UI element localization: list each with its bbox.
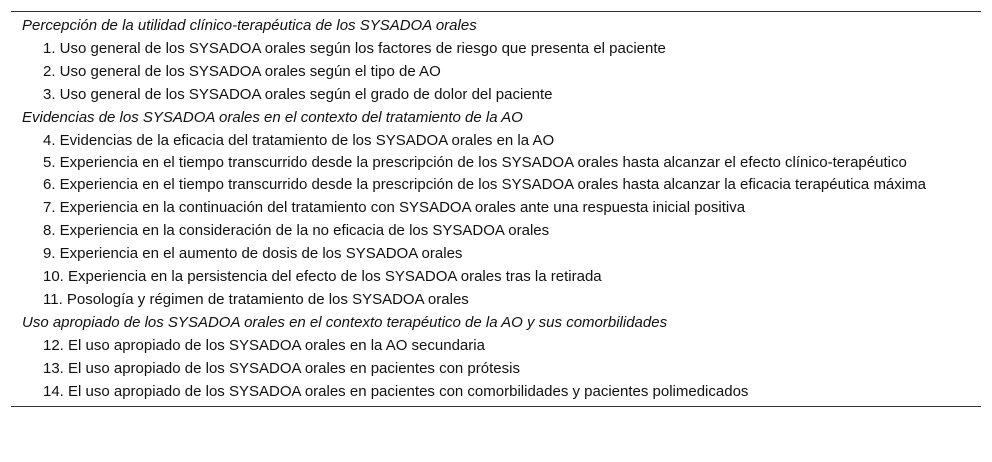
list-item: 6. Experiencia en el tiempo transcurrido desde la prescripción de los SYSADOA orales hasta alcanzar la eficacia terapéutica máxima <box>43 176 926 193</box>
list-item: 13. El uso apropiado de los SYSADOA orales en pacientes con prótesis <box>43 360 520 377</box>
list-item: 3. Uso general de los SYSADOA orales según el grado de dolor del paciente <box>43 86 553 103</box>
list-item: 9. Experiencia en el aumento de dosis de los SYSADOA orales <box>43 245 463 262</box>
list-item: 4. Evidencias de la eficacia del tratamiento de los SYSADOA orales en la AO <box>43 132 555 149</box>
list-item: 8. Experiencia en la consideración de la no eficacia de los SYSADOA orales <box>43 222 550 239</box>
list-item: 2. Uso general de los SYSADOA orales según el tipo de AO <box>43 63 441 80</box>
list-item: 7. Experiencia en la continuación del tratamiento con SYSADOA orales ante una respuesta inicial positiva <box>43 199 746 216</box>
section-title: Evidencias de los SYSADOA orales en el contexto del tratamiento de la AO <box>22 109 523 126</box>
list-item: 1. Uso general de los SYSADOA orales según los factores de riesgo que presenta el paciente <box>43 40 666 57</box>
criteria-table <box>11 11 981 407</box>
section-title: Uso apropiado de los SYSADOA orales en el contexto terapéutico de la AO y sus comorbilidades <box>22 314 668 331</box>
list-item: 11. Posología y régimen de tratamiento de los SYSADOA orales <box>43 291 469 308</box>
list-item: 5. Experiencia en el tiempo transcurrido desde la prescripción de los SYSADOA orales hasta alcanzar el efecto clínico-terapéutico <box>43 154 907 171</box>
list-item: 12. El uso apropiado de los SYSADOA orales en la AO secundaria <box>43 337 485 354</box>
list-item: 14. El uso apropiado de los SYSADOA orales en pacientes con comorbilidades y pacientes polimedicados <box>43 383 749 400</box>
list-item: 10. Experiencia en la persistencia del efecto de los SYSADOA orales tras la retirada <box>43 268 602 285</box>
section-title: Percepción de la utilidad clínico-terapéutica de los SYSADOA orales <box>22 17 477 34</box>
